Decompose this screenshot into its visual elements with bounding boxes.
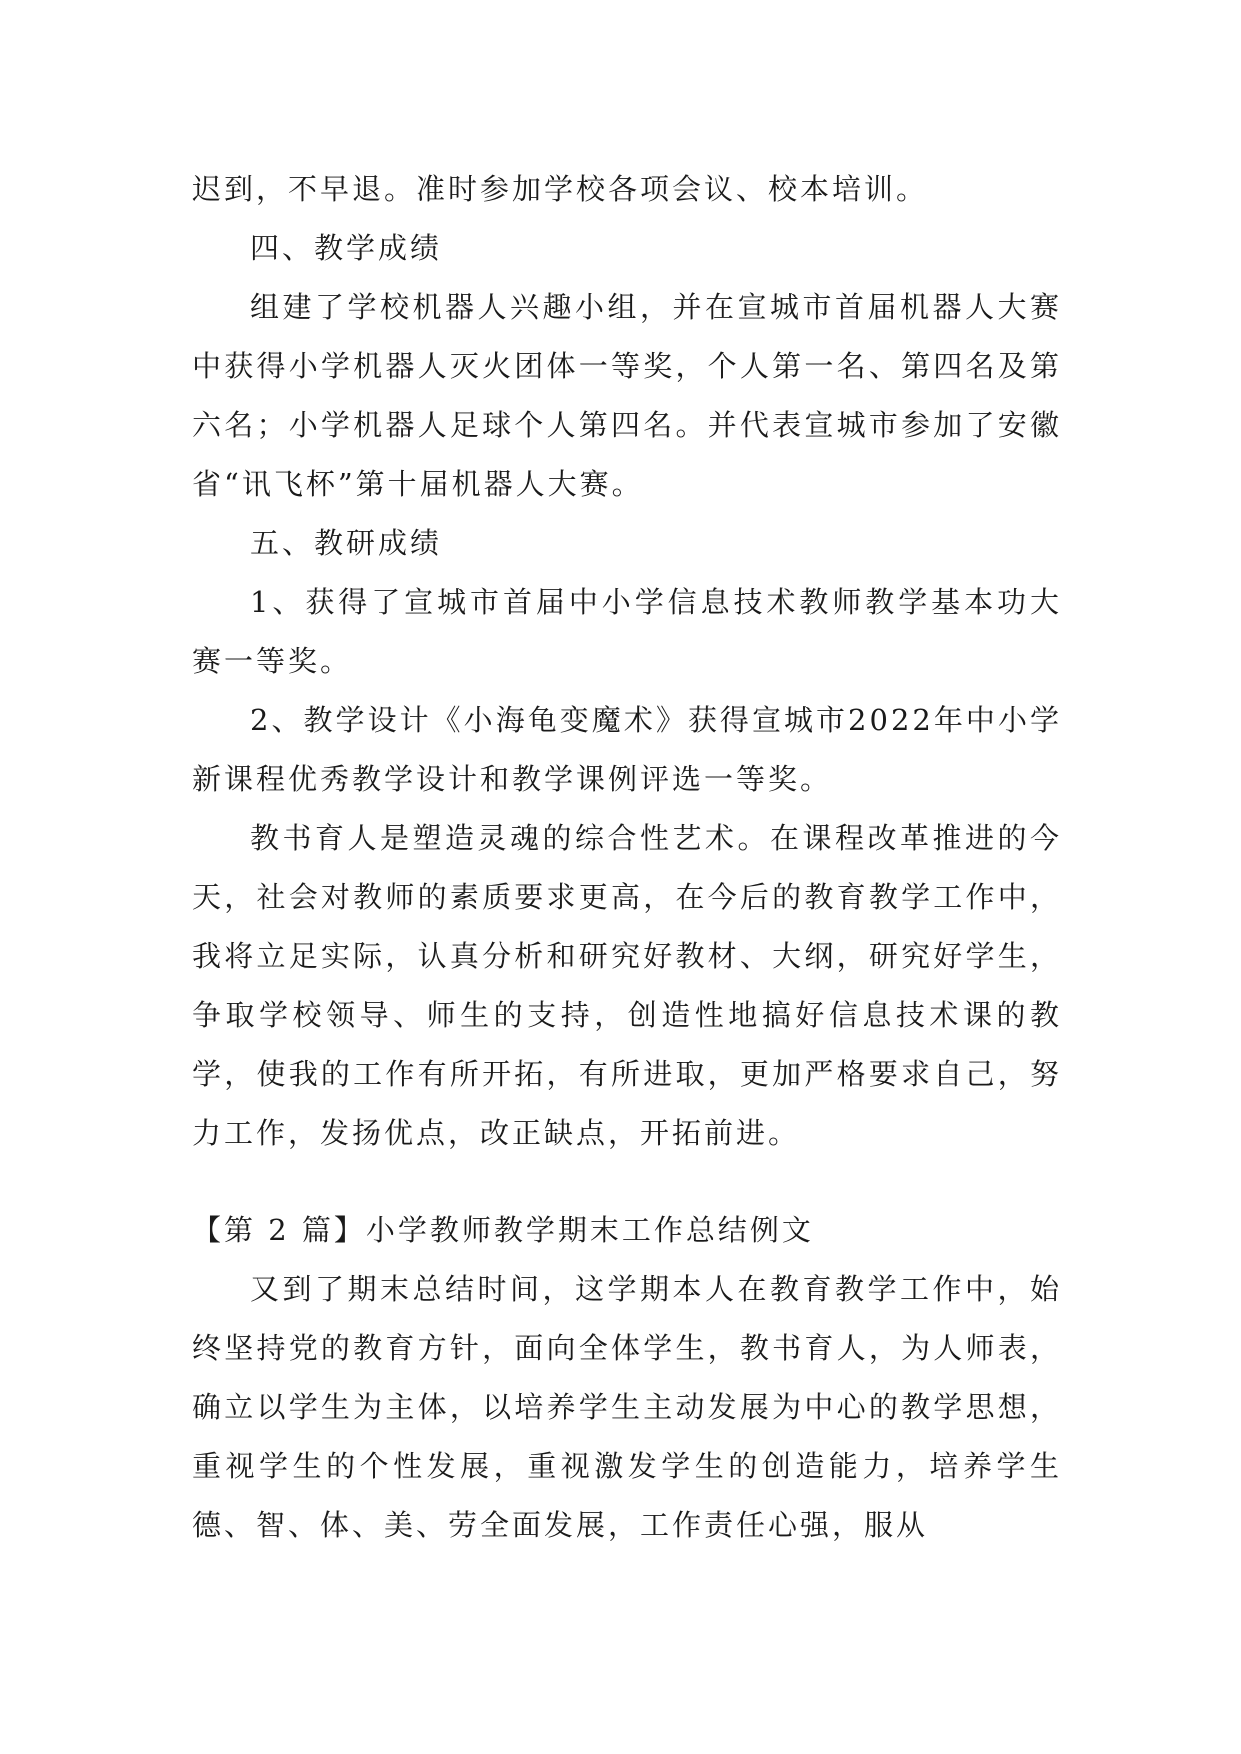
article-2-intro: 又到了期末总结时间，这学期本人在教育教学工作中，始终坚持党的教育方针，面向全体学生，教书育人，为人师表，确立以学生为主体，以培养学生主动发展为中心的教学思想，重视学生的个性发展，重视激发学生的创造能力，培养学生德、智、体、美、劳全面发展，工作责任心强，服从 — [192, 1272, 1062, 1542]
paragraph-continuation: 迟到，不早退。准时参加学校各项会议、校本培训。 — [192, 172, 929, 206]
article-2-title: 【第 2 篇】小学教师教学期末工作总结例文 — [192, 1213, 814, 1247]
paragraph-robot-competition: 组建了学校机器人兴趣小组，并在宣城市首届机器人大赛中获得小学机器人灭火团体一等奖，个人第一名、第四名及第六名；小学机器人足球个人第四名。并代表宣城市参加了安徽省“讯飞杯”第十届机器人大赛。 — [192, 290, 1062, 501]
paragraph-award-1: 1、获得了宣城市首届中小学信息技术教师教学基本功大赛一等奖。 — [192, 585, 1062, 678]
paragraph-conclusion: 教书育人是塑造灵魂的综合性艺术。在课程改革推进的今天，社会对教师的素质要求更高，在今后的教育教学工作中，我将立足实际，认真分析和研究好教材、大纲，研究好学生，争取学校领导、师生的支持，创造性地搞好信息技术课的教学，使我的工作有所开拓，有所进取，更加严格要求自己，努力工作，发扬优点，改正缺点，开拓前进。 — [192, 821, 1062, 1150]
paragraph-award-2: 2、教学设计《小海龟变魔术》获得宣城市2022年中小学新课程优秀教学设计和教学课例评选一等奖。 — [192, 703, 1062, 796]
section-spacer — [192, 1163, 1062, 1201]
section-heading-research-results: 五、教研成绩 — [250, 526, 443, 560]
document-body — [192, 160, 1062, 1555]
section-heading-teaching-results: 四、教学成绩 — [250, 231, 443, 265]
